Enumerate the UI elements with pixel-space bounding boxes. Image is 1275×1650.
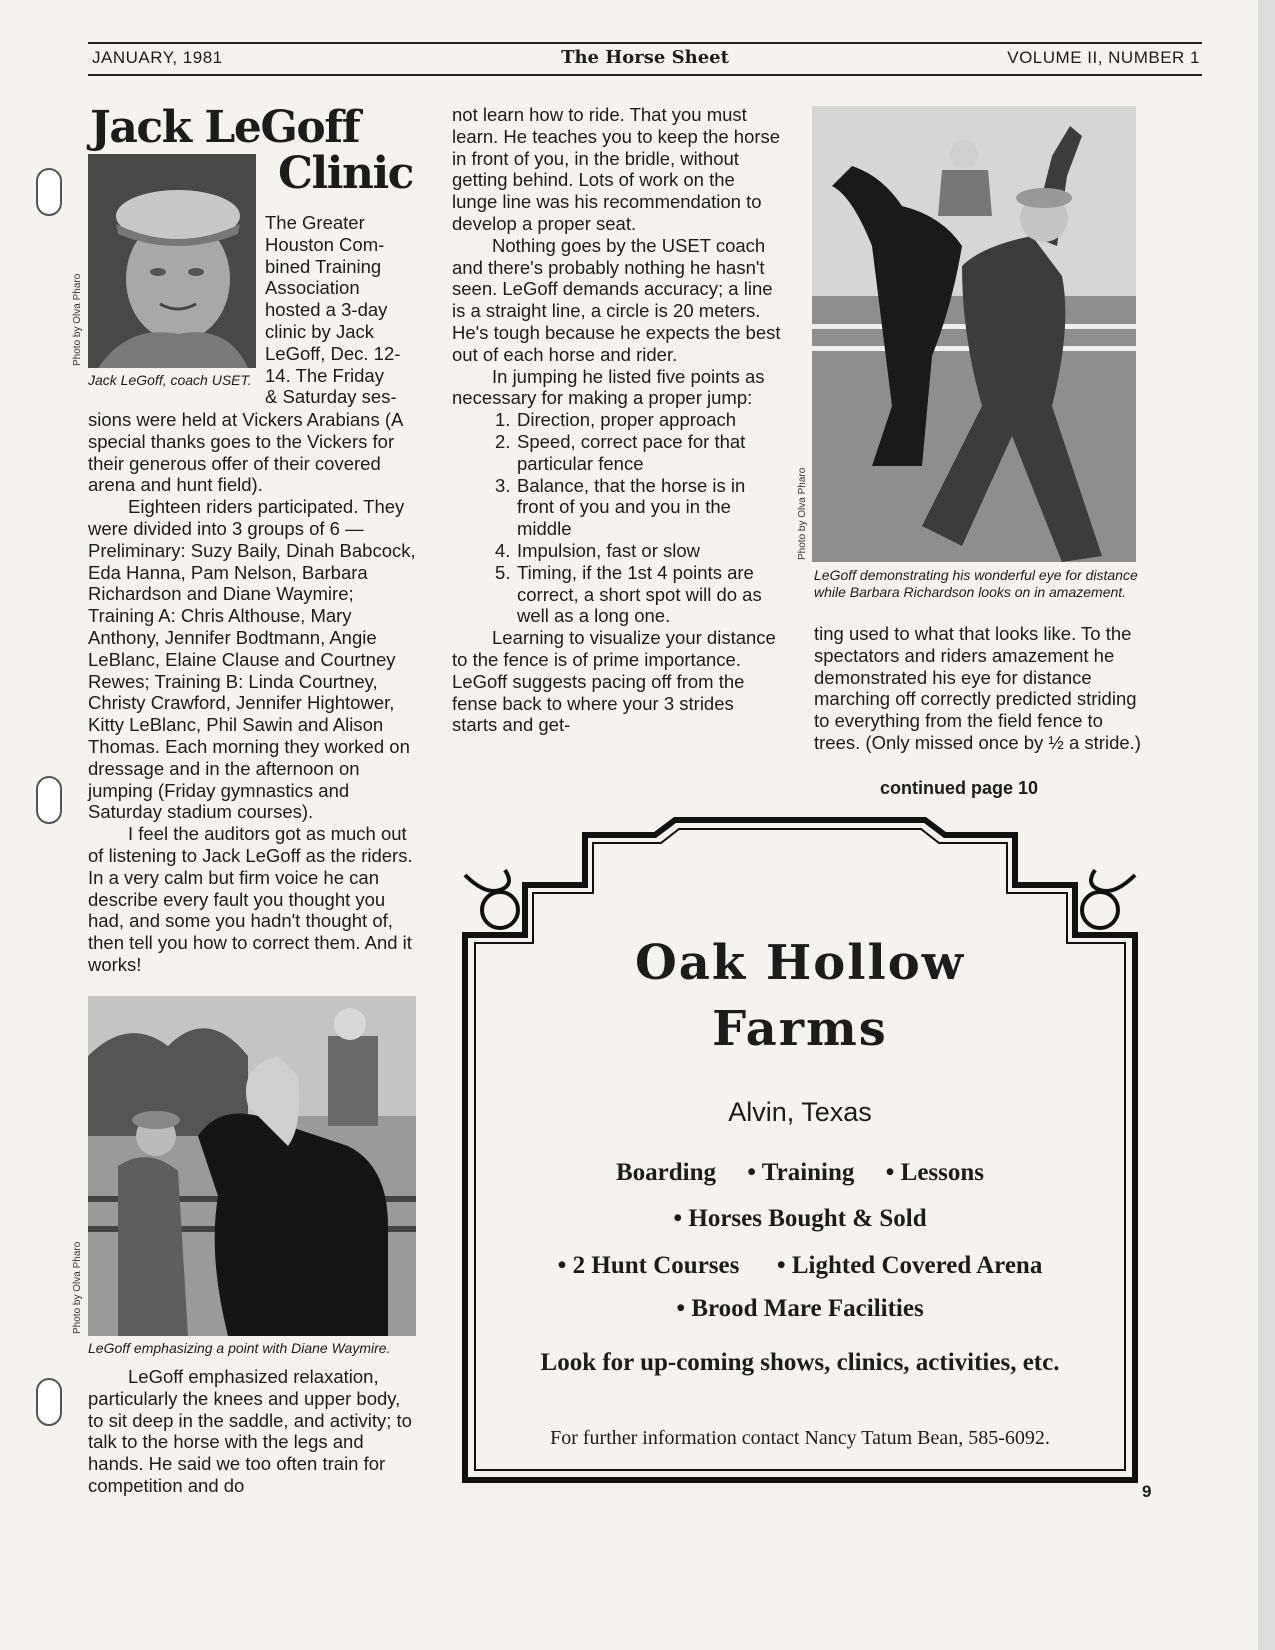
portrait-caption: Jack LeGoff, coach USET. [88,372,252,388]
paragraph: not learn how to ride. That you must learn. He teaches you to keep the horse in front of you, in the bridle, without getting behind. Lots of work on the lunge line was his recommendation to develop a proper seat. [452,104,781,234]
intro-line: bined Training [265,255,382,277]
intro-line: clinic by Jack [265,320,374,342]
list-number: 5. [495,561,511,583]
column3-text [814,623,1144,754]
list-number: 1. [495,409,511,431]
service-item: • Lighted Covered Arena [776,1252,1043,1279]
volume-number: VOLUME II, NUMBER 1 [1007,48,1200,67]
paragraph: Learning to visualize your distance to the fence is of prime importance. LeGoff suggests pacing off from the fense back to where your 3 strides starts and get- [452,627,776,736]
list-number: 3. [495,474,511,496]
ad-services-row2: • Horses Bought & Sold [673,1205,927,1232]
paragraph: In jumping he listed five points as necessary for making a proper jump: [452,365,765,409]
paragraph: LeGoff emphasized relaxation, particularly the knees and upper body, to sit deep in the saddle, and activity; to talk to the horse with the legs and hands. He said we too often train for competition and do [88,1366,412,1496]
legoff-portrait-photo [88,154,256,368]
list-number: 2. [495,430,511,452]
service-item: • 2 Hunt Courses [557,1252,740,1279]
binder-hole [36,168,62,216]
article-title-line2: Clinic [278,148,413,199]
oak-hollow-ad [455,815,1145,1495]
corner-ornament [465,870,518,928]
article-title-line1: Jack LeGoff [90,102,360,153]
ad-border [455,815,1145,1495]
photo-credit: Photo by Olva Pharo [72,273,83,366]
service-item: Boarding [615,1159,716,1186]
list-text: Speed, correct pace for that particular fence [517,430,746,474]
ad-contact: For further information contact Nancy Tatum Bean, 585-6092. [550,1427,1050,1449]
list-item [452,562,782,627]
column1-bottom-text [88,1366,420,1497]
ad-services-row1 [455,1159,1145,1187]
paragraph: Eighteen riders participated. They were divided into 3 groups of 6 — Preliminary: Suzy Baily, Dinah Babcock, Eda Hanna, Pam Nelson, Barbara Richardson and Diane Waymire; Training A: Chris Althouse, Mary Anthony, Jennifer Bodtmann, Angie LeBlanc, Elaine Clause and Courtney Rewes; Training B: Linda Courtney, Christy Crawford, Jennifer Hightower, Kitty LeBlanc, Phil Sawin and Alison Thomas. Each morning they worked on dressage and in the afternoon on jumping (Friday gymnastics and Saturday stadium courses). [88,496,416,823]
paragraph: Nothing goes by the USET coach and there's probably nothing he hasn't seen. LeGoff demands accuracy; a line is a straight line, a circle is 20 meters. He's tough because he expects the best out of each horse and rider. [452,234,781,365]
intro-line: 14. The Friday [265,364,384,386]
issue-date: JANUARY, 1981 [92,48,223,67]
intro-line: Association [265,277,360,299]
jump-points-list [452,409,782,627]
binder-hole [36,1378,62,1426]
distance-caption: LeGoff demonstrating his wonderful eye for distance while Barbara Richardson looks on in amazement. [814,567,1138,600]
photo-credit: Photo by Olva Pharo [72,1241,83,1334]
ad-location: Alvin, Texas [728,1097,872,1127]
service-item: • Lessons [885,1159,985,1186]
paragraph: ting used to what that looks like. To the spectators and riders amazement he demonstrated his eye for distance marching off correctly predicted striding to everything from the field fence to trees. (Only missed once by ½ a stride.) [814,623,1141,753]
page-header [88,42,1202,76]
paragraph: I feel the auditors got as much out of listening to Jack LeGoff as the riders. In a very calm but firm voice he can describe every fault you thought you had, and some you hadn't thought of, then tell you how to correct them. And it works! [88,823,413,975]
list-item [452,540,782,562]
intro-line: Houston Com- [265,233,385,255]
ad-title-line2: Farms [712,1001,888,1057]
continued-note: continued page 10 [880,778,1039,798]
intro-line: hosted a 3-day [265,299,388,321]
list-text: Impulsion, fast or slow [517,539,701,561]
list-number: 4. [495,539,511,561]
column1-text [88,409,420,976]
page-number: 9 [1142,1482,1152,1501]
list-text: Balance, that the horse is in front of you and you in the middle [517,474,746,540]
list-text: Direction, proper approach [517,409,737,431]
photo-credit: Photo by Olva Pharo [797,467,808,560]
intro-line: The Greater [265,212,365,233]
ad-tagline: Look for up-coming shows, clinics, activities, etc. [540,1349,1060,1376]
legoff-waymire-photo [88,996,416,1336]
intro-line: & Saturday ses- [265,386,397,408]
corner-ornament [1082,870,1135,928]
intro-lines [265,212,425,408]
legoff-distance-photo [812,106,1136,562]
binder-hole [36,776,62,824]
list-item [452,475,782,540]
page-edge [1258,0,1275,1650]
list-item [452,409,782,431]
paragraph: sions were held at Vickers Arabians (A special thanks goes to the Vickers for their generous offer of their covered arena and hunt field). [88,409,403,496]
intro-line: LeGoff, Dec. 12- [265,342,401,364]
list-item [452,431,782,475]
column2-text [452,104,782,736]
masthead: The Horse Sheet [561,47,729,68]
ad-services-row3 [455,1252,1145,1280]
waymire-caption: LeGoff emphasizing a point with Diane Waymire. [88,1340,391,1356]
service-item: • Training [747,1159,855,1186]
ad-title-line1: Oak Hollow [634,935,966,991]
ad-services-row4: • Brood Mare Facilities [676,1295,924,1322]
list-text: Timing, if the 1st 4 points are correct, a short spot will do as well as a long one. [517,561,762,627]
